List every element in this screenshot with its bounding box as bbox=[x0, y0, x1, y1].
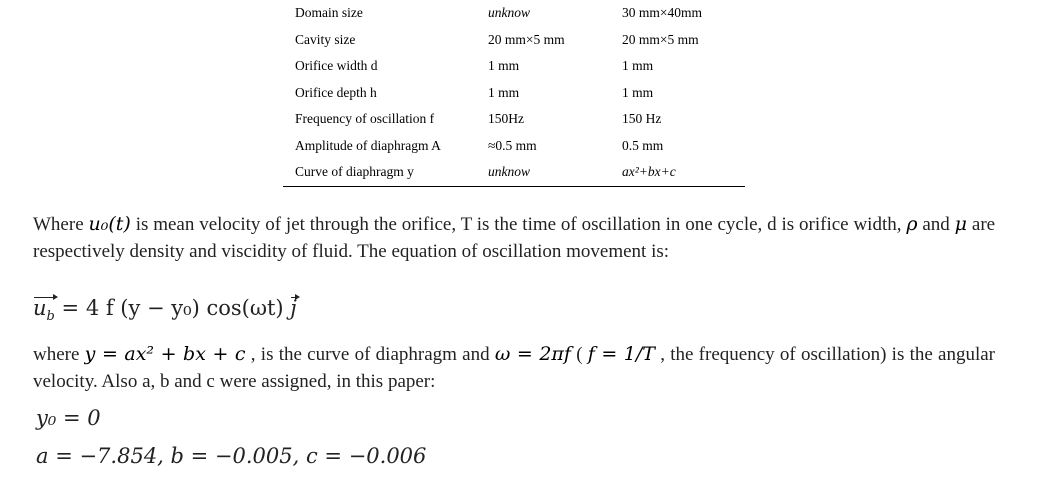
vector-j: j bbox=[290, 296, 297, 320]
paragraph-jet-velocity bbox=[33, 211, 995, 265]
row-value-2: 150 Hz bbox=[622, 111, 662, 126]
row-value-1: 1 mm bbox=[488, 58, 520, 73]
parameter-table bbox=[283, 0, 745, 187]
math-mu: μ bbox=[954, 213, 968, 235]
math-omega: ω = 2πf bbox=[494, 343, 571, 365]
row-value-2: 1 mm bbox=[622, 58, 654, 73]
table-row bbox=[283, 159, 745, 186]
text-run: ( bbox=[576, 344, 583, 365]
row-value-1: ≈0.5 mm bbox=[488, 137, 537, 153]
table-row bbox=[283, 133, 745, 160]
math-u0: u₀(t) bbox=[88, 213, 131, 235]
eq-lhs-subscript: b bbox=[46, 309, 55, 325]
text-run: Where bbox=[33, 214, 84, 235]
eq-lhs-symbol: u bbox=[33, 296, 47, 320]
row-value-1: unknow bbox=[488, 164, 530, 179]
row-label: Cavity size bbox=[295, 31, 356, 47]
row-label: Orifice width d bbox=[295, 58, 378, 73]
row-value-1: 1 mm bbox=[488, 84, 520, 100]
row-label: Amplitude of diaphragm A bbox=[295, 137, 441, 153]
paragraph-diaphragm-curve bbox=[33, 341, 995, 395]
table-row bbox=[283, 0, 745, 27]
row-value-1: unknow bbox=[488, 5, 530, 20]
eq-rhs: = 4 f (y − y₀) cos(ωt) bbox=[61, 296, 284, 320]
row-value-2: 30 mm×40mm bbox=[622, 5, 702, 20]
table-row bbox=[283, 106, 745, 133]
table-row bbox=[283, 27, 745, 54]
text-run: are respectively density and viscidity of fluid. The equation of oscillation movement is: bbox=[33, 214, 996, 262]
text-run: and bbox=[922, 214, 950, 235]
oscillation-equation bbox=[33, 296, 297, 324]
math-curve: y = ax² + bx + c bbox=[84, 343, 246, 365]
row-label: Frequency of oscillation f bbox=[295, 111, 435, 126]
math-rho: ρ bbox=[906, 213, 918, 235]
row-value-1: 20 mm×5 mm bbox=[488, 31, 565, 47]
table-row bbox=[283, 80, 745, 107]
text-run: where bbox=[33, 344, 80, 365]
text-run: , is the curve of diaphragm and bbox=[250, 344, 490, 365]
row-label: Curve of diaphragm y bbox=[295, 164, 414, 179]
row-value-2: 1 mm bbox=[622, 84, 654, 100]
equation-coefficients: a = −7.854, b = −0.005, c = −0.006 bbox=[36, 444, 427, 468]
row-value-2: 0.5 mm bbox=[622, 137, 664, 153]
row-label: Domain size bbox=[295, 5, 363, 20]
row-value-2: ax²+bx+c bbox=[622, 164, 676, 179]
row-value-2: 20 mm×5 mm bbox=[622, 31, 699, 47]
table-row bbox=[283, 53, 745, 80]
row-value-1: 150Hz bbox=[488, 111, 524, 126]
vector-ub bbox=[33, 296, 55, 324]
equation-y0: y₀ = 0 bbox=[36, 406, 101, 430]
math-frequency: f = 1/T bbox=[587, 343, 655, 365]
text-run: , the frequency of oscillation) is the angular velocity. Also a, b and c were assigned, in this paper: bbox=[33, 344, 996, 392]
text-run: is mean velocity of jet through the orifice, T is the time of oscillation in one cycle, d is orifice width, bbox=[135, 214, 902, 235]
row-label: Orifice depth h bbox=[295, 84, 377, 100]
